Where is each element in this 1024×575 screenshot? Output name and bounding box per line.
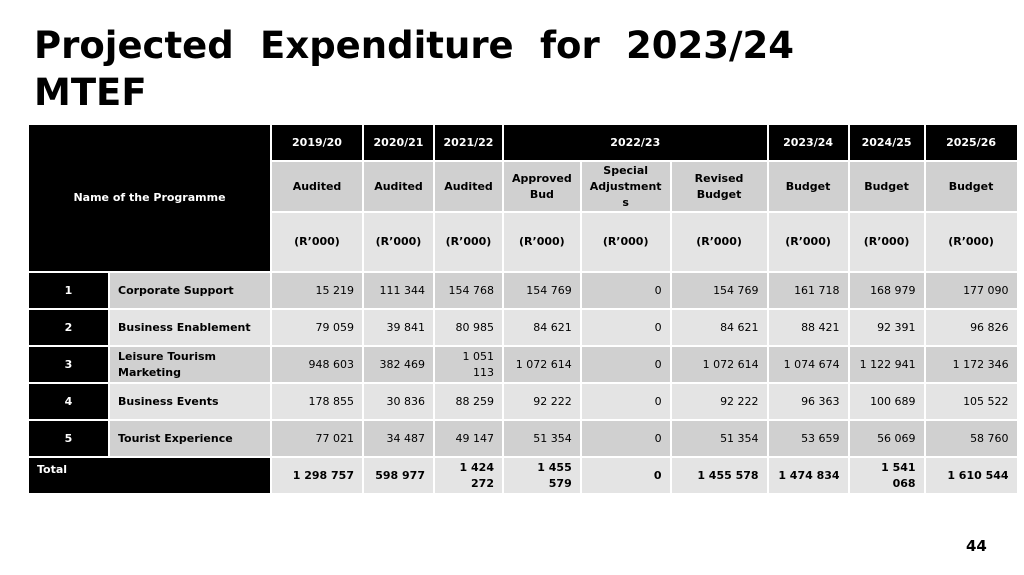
value-cell: 168 979	[849, 272, 925, 309]
value-cell: 1 074 674	[768, 346, 849, 383]
column-subheader: Special Adjustment s	[581, 161, 671, 212]
expenditure-table	[27, 123, 1019, 495]
unit-label: (R’000)	[434, 212, 503, 272]
value-cell: 1 072 614	[671, 346, 768, 383]
value-cell: 1 122 941	[849, 346, 925, 383]
value-cell: 382 469	[363, 346, 434, 383]
column-subheader: Budget	[768, 161, 849, 212]
year-header: 2021/22	[434, 124, 503, 161]
programme-number: 3	[28, 346, 109, 383]
value-cell: 161 718	[768, 272, 849, 309]
unit-label: (R’000)	[925, 212, 1018, 272]
value-cell: 0	[581, 272, 671, 309]
column-subheader: Audited	[363, 161, 434, 212]
year-header: 2022/23	[503, 124, 768, 161]
value-cell: 96 826	[925, 309, 1018, 346]
value-cell: 88 259	[434, 383, 503, 420]
value-cell: 96 363	[768, 383, 849, 420]
total-cell: 1 455 579	[503, 457, 581, 494]
programme-name: Business Enablement	[109, 309, 271, 346]
value-cell: 0	[581, 420, 671, 457]
value-cell: 15 219	[271, 272, 363, 309]
value-cell: 92 391	[849, 309, 925, 346]
value-cell: 0	[581, 346, 671, 383]
unit-label: (R’000)	[671, 212, 768, 272]
value-cell: 39 841	[363, 309, 434, 346]
programme-name: Corporate Support	[109, 272, 271, 309]
total-cell: 1 424 272	[434, 457, 503, 494]
year-header: 2020/21	[363, 124, 434, 161]
total-cell: 1 541 068	[849, 457, 925, 494]
year-header: 2025/26	[925, 124, 1018, 161]
value-cell: 948 603	[271, 346, 363, 383]
value-cell: 177 090	[925, 272, 1018, 309]
value-cell: 49 147	[434, 420, 503, 457]
programme-number: 1	[28, 272, 109, 309]
year-header: 2024/25	[849, 124, 925, 161]
value-cell: 84 621	[503, 309, 581, 346]
page-number: 44	[966, 537, 987, 555]
table-row	[28, 383, 1018, 420]
column-subheader: Budget	[925, 161, 1018, 212]
unit-label: (R’000)	[768, 212, 849, 272]
table-row	[28, 309, 1018, 346]
value-cell: 77 021	[271, 420, 363, 457]
value-cell: 80 985	[434, 309, 503, 346]
total-cell: 598 977	[363, 457, 434, 494]
value-cell: 105 522	[925, 383, 1018, 420]
programme-name: Business Events	[109, 383, 271, 420]
page-title: Projected Expenditure for 2023/24 MTEF	[34, 24, 794, 114]
value-cell: 154 769	[671, 272, 768, 309]
value-cell: 53 659	[768, 420, 849, 457]
value-cell: 0	[581, 309, 671, 346]
total-cell: 1 474 834	[768, 457, 849, 494]
value-cell: 56 069	[849, 420, 925, 457]
value-cell: 154 768	[434, 272, 503, 309]
programme-name: Leisure Tourism Marketing	[109, 346, 271, 383]
value-cell: 30 836	[363, 383, 434, 420]
table-row	[28, 420, 1018, 457]
unit-label: (R’000)	[503, 212, 581, 272]
column-subheader: Budget	[849, 161, 925, 212]
programme-name-header: Name of the Programme	[28, 124, 271, 272]
column-subheader: Approved Bud	[503, 161, 581, 212]
value-cell: 154 769	[503, 272, 581, 309]
total-cell: 1 298 757	[271, 457, 363, 494]
value-cell: 0	[581, 383, 671, 420]
programme-number: 4	[28, 383, 109, 420]
column-subheader: Audited	[271, 161, 363, 212]
total-cell: 1 610 544	[925, 457, 1018, 494]
value-cell: 51 354	[503, 420, 581, 457]
total-cell: 1 455 578	[671, 457, 768, 494]
year-header: 2019/20	[271, 124, 363, 161]
value-cell: 178 855	[271, 383, 363, 420]
column-subheader: Revised Budget	[671, 161, 768, 212]
table-row	[28, 272, 1018, 309]
table-row	[28, 346, 1018, 383]
value-cell: 79 059	[271, 309, 363, 346]
total-row	[28, 457, 1018, 494]
value-cell: 1 172 346	[925, 346, 1018, 383]
value-cell: 100 689	[849, 383, 925, 420]
value-cell: 92 222	[503, 383, 581, 420]
unit-label: (R’000)	[363, 212, 434, 272]
value-cell: 111 344	[363, 272, 434, 309]
total-label: Total	[28, 457, 271, 494]
value-cell: 51 354	[671, 420, 768, 457]
value-cell: 92 222	[671, 383, 768, 420]
programme-name: Tourist Experience	[109, 420, 271, 457]
programme-number: 2	[28, 309, 109, 346]
value-cell: 84 621	[671, 309, 768, 346]
column-subheader: Audited	[434, 161, 503, 212]
total-cell: 0	[581, 457, 671, 494]
unit-label: (R’000)	[581, 212, 671, 272]
value-cell: 1 072 614	[503, 346, 581, 383]
unit-label: (R’000)	[849, 212, 925, 272]
value-cell: 58 760	[925, 420, 1018, 457]
year-header: 2023/24	[768, 124, 849, 161]
value-cell: 88 421	[768, 309, 849, 346]
value-cell: 34 487	[363, 420, 434, 457]
programme-number: 5	[28, 420, 109, 457]
unit-label: (R’000)	[271, 212, 363, 272]
value-cell: 1 051 113	[434, 346, 503, 383]
